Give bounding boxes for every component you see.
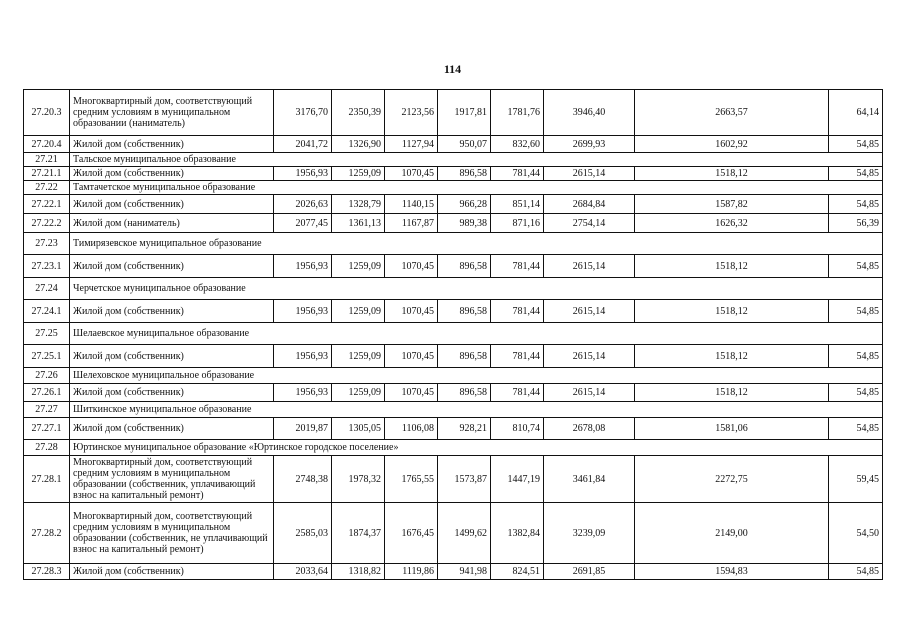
value-cell-4: 1573,87 bbox=[438, 456, 491, 503]
table-row bbox=[24, 136, 883, 153]
row-code: 27.25 bbox=[24, 323, 70, 345]
value-cell-8: 54,50 bbox=[829, 503, 883, 564]
section-title: Тамтачетское муниципальное образование bbox=[70, 181, 883, 195]
value-cell-7: 2272,75 bbox=[635, 456, 829, 503]
value-cell-8: 54,85 bbox=[829, 300, 883, 323]
row-code: 27.21.1 bbox=[24, 167, 70, 181]
value-cell-8: 56,39 bbox=[829, 214, 883, 233]
value-cell-2: 1874,37 bbox=[332, 503, 385, 564]
value-cell-4: 928,21 bbox=[438, 418, 491, 440]
value-cell-7: 1518,12 bbox=[635, 300, 829, 323]
value-cell-1: 2585,03 bbox=[274, 503, 332, 564]
row-code: 27.25.1 bbox=[24, 345, 70, 368]
row-code: 27.22.1 bbox=[24, 195, 70, 214]
page-number: 114 bbox=[443, 62, 462, 76]
row-name: Жилой дом (собственник) bbox=[70, 195, 274, 214]
value-cell-2: 1259,09 bbox=[332, 300, 385, 323]
value-cell-4: 950,07 bbox=[438, 136, 491, 153]
value-cell-3: 1676,45 bbox=[385, 503, 438, 564]
value-cell-6: 2699,93 bbox=[544, 136, 635, 153]
value-cell-3: 1070,45 bbox=[385, 300, 438, 323]
table-row bbox=[24, 345, 883, 368]
table-row bbox=[24, 214, 883, 233]
value-cell-3: 1070,45 bbox=[385, 167, 438, 181]
value-cell-5: 1781,76 bbox=[491, 90, 544, 136]
row-code: 27.20.4 bbox=[24, 136, 70, 153]
tariff-table bbox=[23, 89, 883, 580]
value-cell-4: 989,38 bbox=[438, 214, 491, 233]
value-cell-3: 1106,08 bbox=[385, 418, 438, 440]
value-cell-3: 1070,45 bbox=[385, 345, 438, 368]
section-header-row bbox=[24, 440, 883, 456]
section-header-row bbox=[24, 368, 883, 384]
table-row bbox=[24, 564, 883, 580]
value-cell-3: 1070,45 bbox=[385, 384, 438, 402]
value-cell-6: 3461,84 bbox=[544, 456, 635, 503]
row-code: 27.24.1 bbox=[24, 300, 70, 323]
value-cell-4: 896,58 bbox=[438, 384, 491, 402]
value-cell-3: 1070,45 bbox=[385, 255, 438, 278]
row-code: 27.22 bbox=[24, 181, 70, 195]
value-cell-5: 871,16 bbox=[491, 214, 544, 233]
value-cell-2: 1328,79 bbox=[332, 195, 385, 214]
value-cell-6: 2678,08 bbox=[544, 418, 635, 440]
value-cell-8: 54,85 bbox=[829, 255, 883, 278]
value-cell-6: 2615,14 bbox=[544, 255, 635, 278]
row-code: 27.26 bbox=[24, 368, 70, 384]
value-cell-5: 810,74 bbox=[491, 418, 544, 440]
row-name: Многоквартирный дом, соответствующий средним условиям в муниципальном образовании (собственник, не уплачивающий взнос на капитальный ремонт) bbox=[70, 503, 274, 564]
value-cell-8: 54,85 bbox=[829, 345, 883, 368]
row-name: Многоквартирный дом, соответствующий средним условиям в муниципальном образовании (наниматель) bbox=[70, 90, 274, 136]
row-name: Жилой дом (собственник) bbox=[70, 300, 274, 323]
value-cell-1: 2019,87 bbox=[274, 418, 332, 440]
value-cell-5: 781,44 bbox=[491, 255, 544, 278]
table-row bbox=[24, 255, 883, 278]
section-title: Тальское муниципальное образование bbox=[70, 153, 883, 167]
value-cell-8: 54,85 bbox=[829, 384, 883, 402]
value-cell-5: 781,44 bbox=[491, 384, 544, 402]
value-cell-5: 781,44 bbox=[491, 167, 544, 181]
value-cell-8: 64,14 bbox=[829, 90, 883, 136]
value-cell-7: 1626,32 bbox=[635, 214, 829, 233]
value-cell-8: 59,45 bbox=[829, 456, 883, 503]
value-cell-1: 1956,93 bbox=[274, 255, 332, 278]
row-code: 27.28.1 bbox=[24, 456, 70, 503]
value-cell-6: 2615,14 bbox=[544, 345, 635, 368]
table-row bbox=[24, 90, 883, 136]
value-cell-2: 1361,13 bbox=[332, 214, 385, 233]
table-row bbox=[24, 503, 883, 564]
value-cell-8: 54,85 bbox=[829, 136, 883, 153]
section-header-row bbox=[24, 181, 883, 195]
value-cell-3: 1127,94 bbox=[385, 136, 438, 153]
row-code: 27.28.2 bbox=[24, 503, 70, 564]
value-cell-4: 1917,81 bbox=[438, 90, 491, 136]
table-row bbox=[24, 384, 883, 402]
row-code: 27.24 bbox=[24, 278, 70, 300]
value-cell-8: 54,85 bbox=[829, 167, 883, 181]
section-title: Тимирязевское муниципальное образование bbox=[70, 233, 883, 255]
value-cell-8: 54,85 bbox=[829, 418, 883, 440]
value-cell-6: 2754,14 bbox=[544, 214, 635, 233]
value-cell-6: 2615,14 bbox=[544, 300, 635, 323]
row-name: Многоквартирный дом, соответствующий средним условиям в муниципальном образовании (собственник, уплачивающий взнос на капитальный ремонт) bbox=[70, 456, 274, 503]
value-cell-2: 1259,09 bbox=[332, 255, 385, 278]
value-cell-1: 2077,45 bbox=[274, 214, 332, 233]
row-name: Жилой дом (собственник) bbox=[70, 136, 274, 153]
value-cell-7: 1581,06 bbox=[635, 418, 829, 440]
value-cell-6: 2691,85 bbox=[544, 564, 635, 580]
table-row bbox=[24, 167, 883, 181]
value-cell-8: 54,85 bbox=[829, 564, 883, 580]
value-cell-4: 966,28 bbox=[438, 195, 491, 214]
value-cell-5: 824,51 bbox=[491, 564, 544, 580]
value-cell-2: 1259,09 bbox=[332, 384, 385, 402]
value-cell-6: 2684,84 bbox=[544, 195, 635, 214]
value-cell-5: 832,60 bbox=[491, 136, 544, 153]
table-row bbox=[24, 418, 883, 440]
row-code: 27.23.1 bbox=[24, 255, 70, 278]
value-cell-1: 2026,63 bbox=[274, 195, 332, 214]
section-header-row bbox=[24, 323, 883, 345]
value-cell-6: 2615,14 bbox=[544, 384, 635, 402]
value-cell-1: 1956,93 bbox=[274, 167, 332, 181]
value-cell-3: 1119,86 bbox=[385, 564, 438, 580]
value-cell-5: 1447,19 bbox=[491, 456, 544, 503]
section-title: Юртинское муниципальное образование «Юртинское городское поселение» bbox=[70, 440, 883, 456]
value-cell-3: 1765,55 bbox=[385, 456, 438, 503]
value-cell-7: 1594,83 bbox=[635, 564, 829, 580]
row-code: 27.28.3 bbox=[24, 564, 70, 580]
value-cell-7: 2149,00 bbox=[635, 503, 829, 564]
section-header-row bbox=[24, 233, 883, 255]
value-cell-7: 1518,12 bbox=[635, 384, 829, 402]
value-cell-4: 896,58 bbox=[438, 255, 491, 278]
value-cell-7: 1518,12 bbox=[635, 345, 829, 368]
value-cell-1: 1956,93 bbox=[274, 300, 332, 323]
section-title: Шелеховское муниципальное образование bbox=[70, 368, 883, 384]
table-row bbox=[24, 300, 883, 323]
value-cell-7: 1602,92 bbox=[635, 136, 829, 153]
value-cell-1: 2041,72 bbox=[274, 136, 332, 153]
row-code: 27.28 bbox=[24, 440, 70, 456]
section-title: Черчетское муниципальное образование bbox=[70, 278, 883, 300]
row-name: Жилой дом (собственник) bbox=[70, 167, 274, 181]
value-cell-2: 1259,09 bbox=[332, 345, 385, 368]
row-name: Жилой дом (собственник) bbox=[70, 345, 274, 368]
table-body bbox=[24, 90, 883, 580]
value-cell-7: 1518,12 bbox=[635, 167, 829, 181]
value-cell-5: 781,44 bbox=[491, 300, 544, 323]
value-cell-8: 54,85 bbox=[829, 195, 883, 214]
table-row bbox=[24, 195, 883, 214]
value-cell-2: 1318,82 bbox=[332, 564, 385, 580]
value-cell-3: 1140,15 bbox=[385, 195, 438, 214]
row-code: 27.26.1 bbox=[24, 384, 70, 402]
section-title: Шиткинское муниципальное образование bbox=[70, 402, 883, 418]
row-code: 27.20.3 bbox=[24, 90, 70, 136]
value-cell-4: 941,98 bbox=[438, 564, 491, 580]
value-cell-7: 2663,57 bbox=[635, 90, 829, 136]
table-row bbox=[24, 456, 883, 503]
value-cell-1: 1956,93 bbox=[274, 345, 332, 368]
value-cell-5: 851,14 bbox=[491, 195, 544, 214]
value-cell-5: 781,44 bbox=[491, 345, 544, 368]
section-header-row bbox=[24, 402, 883, 418]
value-cell-4: 896,58 bbox=[438, 300, 491, 323]
value-cell-1: 3176,70 bbox=[274, 90, 332, 136]
section-header-row bbox=[24, 278, 883, 300]
row-code: 27.27.1 bbox=[24, 418, 70, 440]
row-code: 27.23 bbox=[24, 233, 70, 255]
row-code: 27.22.2 bbox=[24, 214, 70, 233]
value-cell-6: 3239,09 bbox=[544, 503, 635, 564]
value-cell-4: 896,58 bbox=[438, 167, 491, 181]
value-cell-7: 1587,82 bbox=[635, 195, 829, 214]
row-name: Жилой дом (собственник) bbox=[70, 564, 274, 580]
row-name: Жилой дом (собственник) bbox=[70, 418, 274, 440]
value-cell-2: 1259,09 bbox=[332, 167, 385, 181]
value-cell-2: 2350,39 bbox=[332, 90, 385, 136]
value-cell-3: 1167,87 bbox=[385, 214, 438, 233]
value-cell-1: 2033,64 bbox=[274, 564, 332, 580]
value-cell-2: 1978,32 bbox=[332, 456, 385, 503]
value-cell-2: 1305,05 bbox=[332, 418, 385, 440]
row-name: Жилой дом (наниматель) bbox=[70, 214, 274, 233]
value-cell-1: 2748,38 bbox=[274, 456, 332, 503]
value-cell-4: 896,58 bbox=[438, 345, 491, 368]
value-cell-7: 1518,12 bbox=[635, 255, 829, 278]
row-name: Жилой дом (собственник) bbox=[70, 384, 274, 402]
row-code: 27.27 bbox=[24, 402, 70, 418]
value-cell-1: 1956,93 bbox=[274, 384, 332, 402]
row-code: 27.21 bbox=[24, 153, 70, 167]
value-cell-6: 3946,40 bbox=[544, 90, 635, 136]
section-header-row bbox=[24, 153, 883, 167]
value-cell-4: 1499,62 bbox=[438, 503, 491, 564]
row-name: Жилой дом (собственник) bbox=[70, 255, 274, 278]
value-cell-3: 2123,56 bbox=[385, 90, 438, 136]
section-title: Шелаевское муниципальное образование bbox=[70, 323, 883, 345]
value-cell-5: 1382,84 bbox=[491, 503, 544, 564]
value-cell-6: 2615,14 bbox=[544, 167, 635, 181]
value-cell-2: 1326,90 bbox=[332, 136, 385, 153]
